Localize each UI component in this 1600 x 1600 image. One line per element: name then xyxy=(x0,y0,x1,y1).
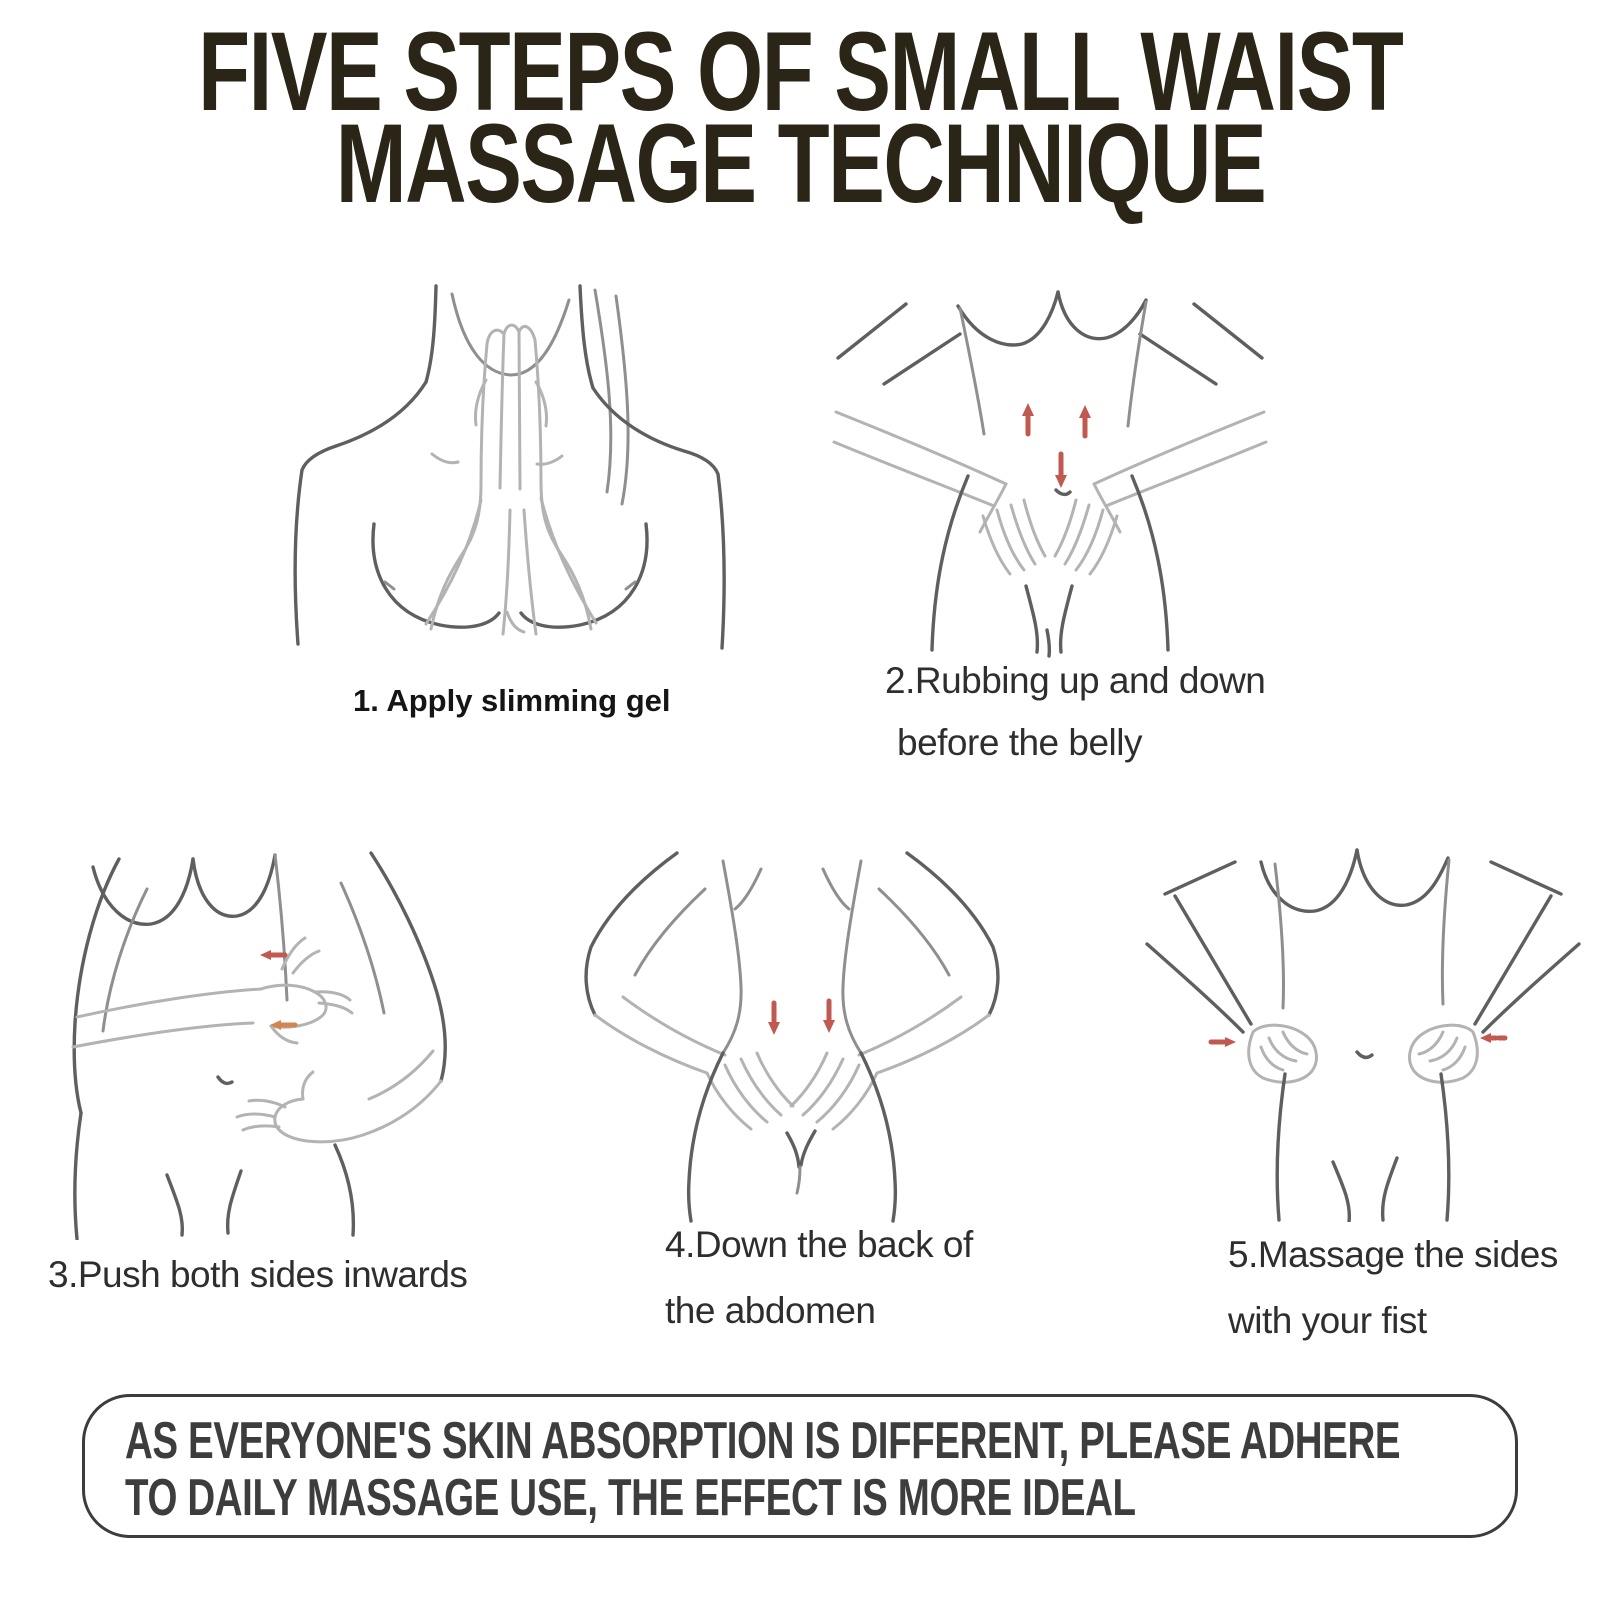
illustration-step-4 xyxy=(565,825,1020,1225)
step-5-caption-line-1: 5.Massage the sides xyxy=(1228,1234,1558,1275)
page-title-line-2: MASSAGE TECHNIQUE xyxy=(335,101,1265,226)
left-arrow-icon xyxy=(260,950,285,960)
up-arrow-icon xyxy=(1022,403,1034,434)
step-2-caption-line-2: before the belly xyxy=(897,722,1143,763)
illustration-step-5 xyxy=(1135,832,1590,1222)
page-title-line-1: FIVE STEPS OF SMALL WAIST xyxy=(197,9,1403,134)
step-2-caption xyxy=(885,650,1265,774)
illustration-step-3 xyxy=(35,845,465,1240)
step-1-caption xyxy=(353,682,671,721)
figure-line-art xyxy=(295,286,724,648)
illustration-step-2 xyxy=(820,278,1280,663)
step-2-caption-line-1: 2.Rubbing up and down xyxy=(885,660,1266,701)
down-arrow-icon xyxy=(1055,454,1067,488)
left-arrow-icon xyxy=(1480,1033,1505,1043)
figure-line-art xyxy=(73,853,445,1239)
step-3-caption xyxy=(48,1244,467,1306)
step-4-caption xyxy=(665,1212,973,1344)
step-4-caption-line-1: 4.Down the back of xyxy=(665,1224,973,1265)
step-5-caption-line-2: with your fist xyxy=(1228,1300,1427,1341)
step-1-caption-line-1: 1. Apply slimming gel xyxy=(353,683,671,718)
figure-line-art xyxy=(834,292,1266,656)
fist-massage-figure-drawing xyxy=(1135,832,1590,1222)
footer-note-text xyxy=(125,1413,1400,1527)
page-title xyxy=(0,9,1600,226)
footer-note-line-1: AS EVERYONE'S SKIN ABSORPTION IS DIFFERENT, PLEASE ADHERE xyxy=(125,1412,1401,1470)
push-sides-figure-drawing xyxy=(35,845,465,1240)
right-arrow-icon xyxy=(1211,1037,1236,1047)
footer-note-box xyxy=(82,1394,1518,1538)
figure-line-art xyxy=(1147,850,1579,1222)
down-back-figure-drawing xyxy=(565,825,1020,1225)
down-arrow-icon xyxy=(823,1001,835,1033)
step-4-caption-line-2: the abdomen xyxy=(665,1290,876,1331)
illustration-step-1 xyxy=(290,282,730,682)
apply-gel-figure-drawing xyxy=(290,282,730,682)
up-arrow-icon xyxy=(1079,405,1091,436)
down-arrow-icon xyxy=(768,1003,780,1035)
step-5-caption xyxy=(1228,1222,1558,1354)
footer-note-line-2: TO DAILY MASSAGE USE, THE EFFECT IS MORE IDEAL xyxy=(125,1469,1136,1527)
step-3-caption-line-1: 3.Push both sides inwards xyxy=(48,1254,468,1295)
figure-line-art xyxy=(586,853,998,1221)
rubbing-belly-figure-drawing xyxy=(820,278,1280,663)
